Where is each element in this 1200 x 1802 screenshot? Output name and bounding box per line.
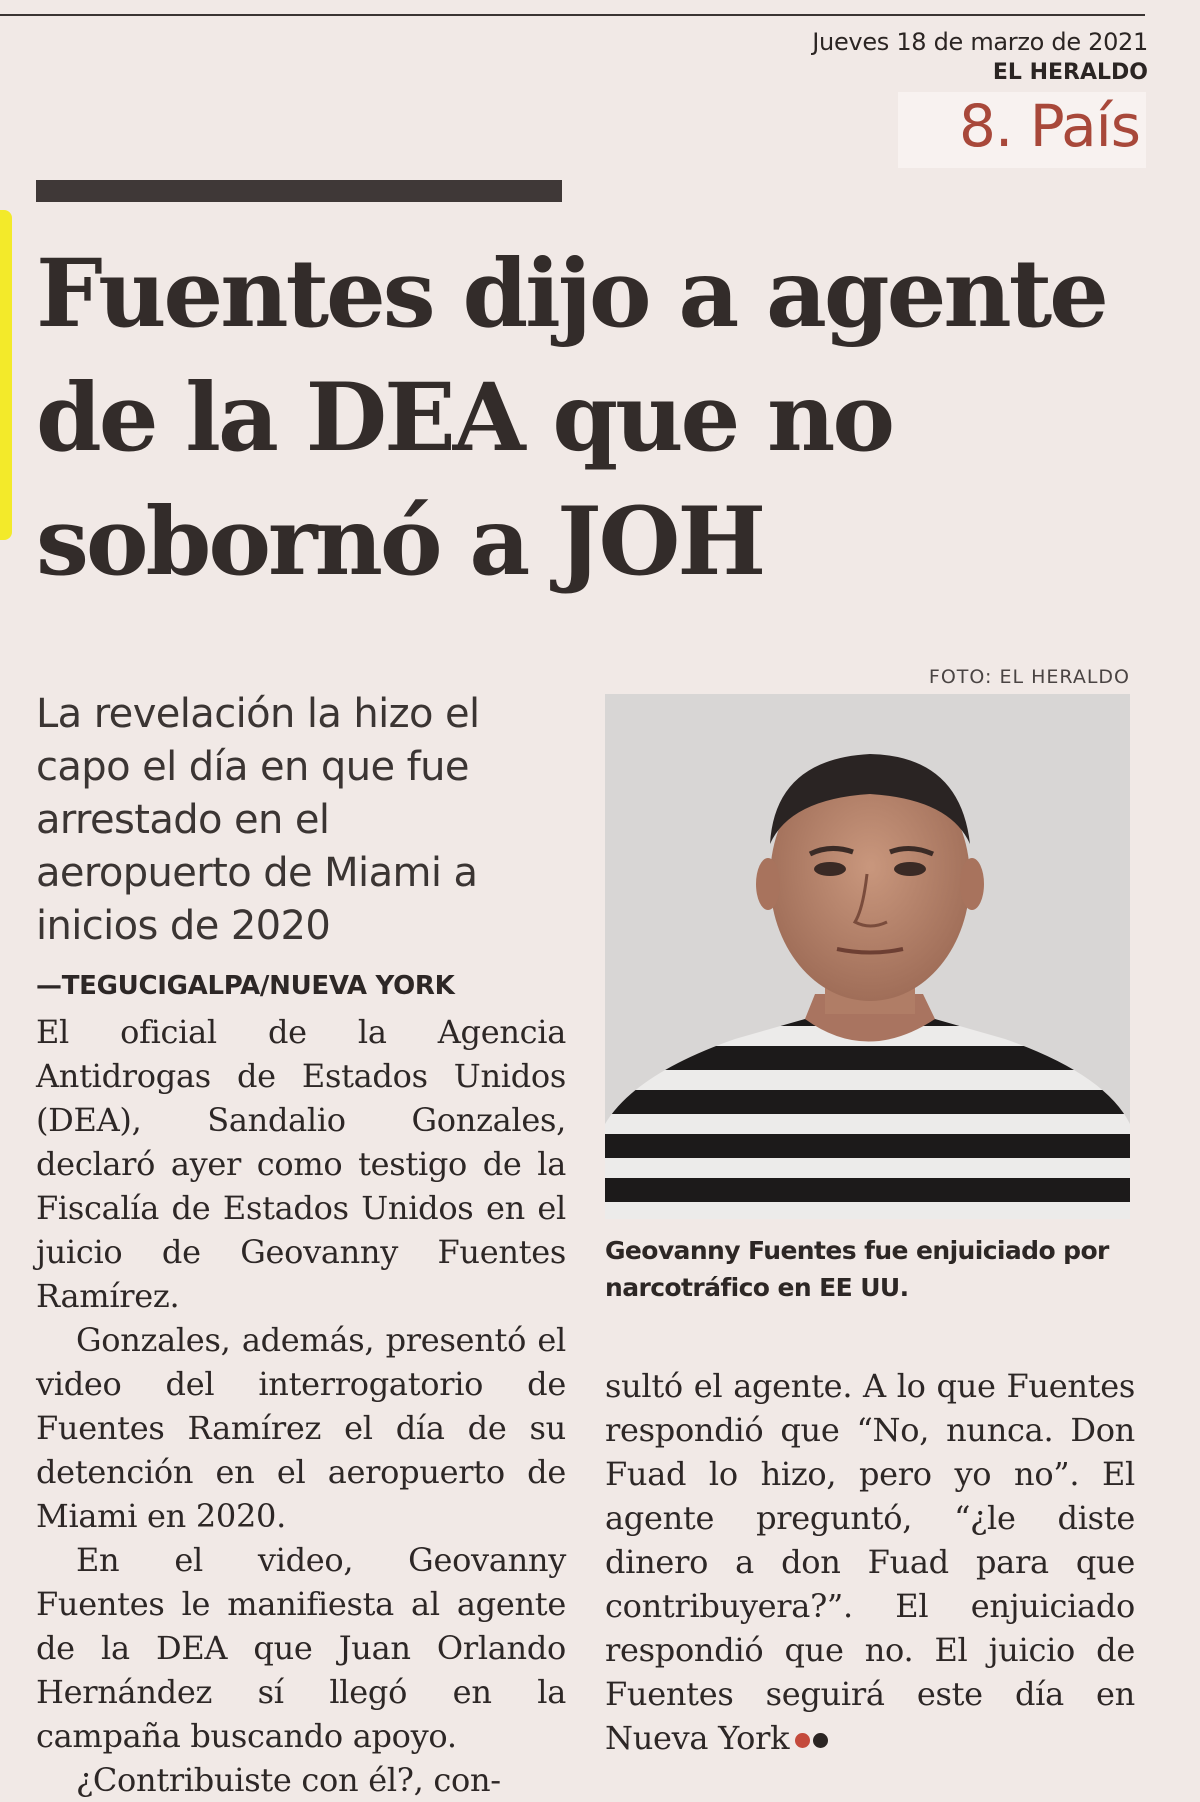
issue-date: Jueves 18 de marzo de 2021	[812, 28, 1148, 56]
continuation-text: sultó el agente. A lo que Fuentes respondió que “No, nunca. Don Fuad lo hizo, pero yo no”. El agente preguntó, “¿le diste dinero a don Fuad para que contribuyera?”. El enjuiciado respondió que no. El juicio de Fuentes seguirá este día en Nueva York	[605, 1367, 1135, 1757]
newspaper-name: EL HERALDO	[992, 60, 1148, 85]
top-rule	[0, 14, 1145, 16]
body-column-1	[36, 964, 566, 1802]
body-column-2	[605, 1364, 1135, 1760]
body-paragraph: El oficial de la Agencia Antidrogas de Estados Unidos (DEA), Sandalio Gonzales, declaró ayer como testigo de la Fiscalía de Estados Unidos en el juicio de Geovanny Fuentes Ramírez.	[36, 1013, 566, 1315]
end-mark-red-dot-icon	[795, 1733, 810, 1748]
headline-bar	[36, 180, 562, 202]
headline: Fuentes dijo a agente de la DEA que no sobornó a JOH	[36, 239, 1106, 597]
body-paragraph: Gonzales, además, presentó el video del interrogatorio de Fuentes Ramírez el día de su detención en el aeropuerto de Miami en 2020.	[36, 1321, 566, 1535]
photo-credit: FOTO: EL HERALDO	[928, 666, 1130, 688]
portrait-photo-illustration	[605, 694, 1130, 1219]
body-paragraph: En el video, Geovanny Fuentes le manifiesta al agente de la DEA que Juan Orlando Hernández sí llegó en la campaña buscando apoyo.	[36, 1541, 566, 1755]
dateline: —TEGUCIGALPA/NUEVA YORK	[36, 971, 455, 1001]
body-paragraph-continued	[605, 1364, 1135, 1760]
article-photo	[605, 694, 1130, 1219]
body-paragraph: ¿Contribuiste con él?, con-	[76, 1761, 501, 1799]
section-label: 8. País	[958, 92, 1140, 160]
deck-subtitle: La revelación la hizo el capo el día en que fue arrestado en el aeropuerto de Miami a inicios de 2020	[36, 691, 480, 949]
photo-caption: Geovanny Fuentes fue enjuiciado por narcotráfico en EE UU.	[605, 1236, 1109, 1302]
end-mark-dark-dot-icon	[813, 1733, 828, 1748]
highlighter-mark	[0, 210, 12, 540]
